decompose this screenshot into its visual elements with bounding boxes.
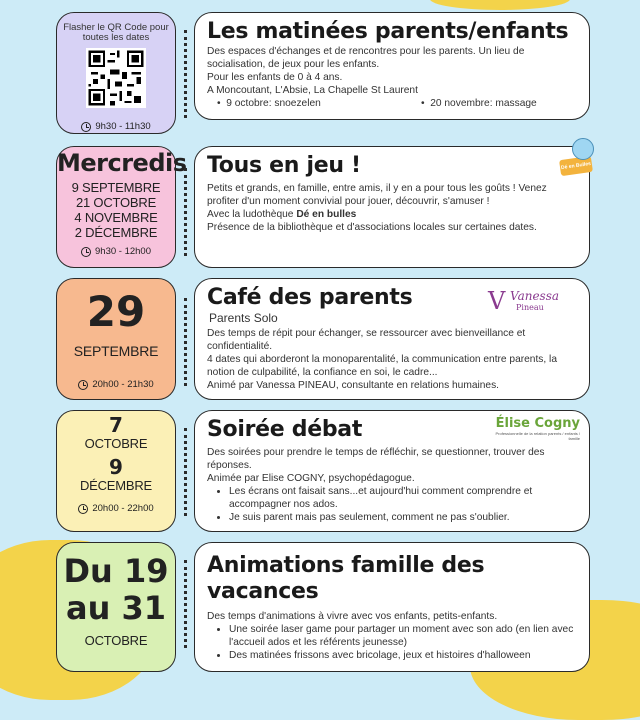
date-box-matinees: [56, 12, 176, 134]
time-matinees: [57, 121, 175, 132]
event-subtitle: Parents Solo: [209, 311, 278, 326]
logo-sub: Professionnelle de la relation parents / enfants / famille: [495, 431, 580, 441]
bullet-list: [207, 97, 577, 110]
list-item: • 9 octobre: snoezelen: [217, 98, 321, 110]
event-paragraph: A Moncoutant, L'Absie, La Chapelle St Laurent: [207, 85, 418, 97]
de-en-bulles-logo: [556, 138, 600, 178]
time-text: 20h00 - 21h30: [92, 379, 154, 390]
month-label: OCTOBRE: [84, 633, 148, 648]
clock-icon: [81, 247, 91, 257]
qr-caption: Flasher le QR Code pour toutes les dates: [63, 22, 169, 43]
logo-banner: Dé en Bulles: [559, 156, 593, 176]
date-box-cafe: [56, 278, 176, 400]
dotted-divider: [184, 428, 187, 516]
date-range-end: au 31: [65, 589, 167, 627]
event-title: Soirée débat: [207, 417, 363, 442]
clock-icon: [78, 380, 88, 390]
event-paragraph: Des soirées pour prendre le temps de réfléchir, se questionner, trouver des réponses.: [207, 447, 545, 472]
list-item: • Les écrans ont faisait sans...et aujourd'hui comment comprendre et accompagner nos ados.: [229, 485, 577, 511]
event-paragraph: Des espaces d'échanges et de rencontres pour les parents. Un lieu de socialisation, de jeux pour les enfants.: [207, 46, 525, 71]
list-item: • 20 novembre: massage: [421, 98, 537, 110]
event-paragraph: Des temps d'animations à vivre avec vos enfants, petits-enfants.: [207, 610, 498, 622]
vanessa-pineau-logo: [488, 288, 578, 320]
list-item: • Une soirée laser game pour partager un moment avec son ado (en lien avec l'accueil ados et les référents jeunesse): [229, 623, 577, 649]
bullet-list: [207, 623, 577, 662]
date-box-vacances: [56, 542, 176, 672]
date-box-soiree: [56, 410, 176, 532]
date-box-tous-en-jeu: [56, 146, 187, 268]
date-range-start: Du 19: [63, 552, 169, 590]
month-label: OCTOBRE: [84, 436, 148, 451]
dotted-divider: [184, 30, 187, 118]
dotted-divider: [184, 168, 187, 256]
day-number: 9: [109, 455, 123, 479]
time-text: 9h30 - 11h30: [95, 121, 151, 132]
qr-code-icon[interactable]: [86, 48, 146, 108]
bubble-icon: [572, 138, 594, 160]
logo-name: Vanessa: [510, 289, 560, 303]
day-number: 29: [86, 287, 146, 336]
clock-icon: [78, 504, 88, 514]
dotted-divider: [184, 560, 187, 648]
date-list: [57, 180, 175, 240]
card-tous-en-jeu: [194, 146, 590, 268]
date-item: 9 SEPTEMBRE: [71, 180, 161, 195]
time-text: 20h00 - 22h00: [92, 503, 154, 514]
logo-name: Élise Cogny: [495, 416, 580, 431]
event-title: Tous en jeu !: [207, 153, 361, 178]
date-item: 2 DÉCEMBRE: [74, 225, 158, 240]
day-label: Mercredis: [57, 149, 187, 177]
month-label: SEPTEMBRE: [73, 343, 159, 359]
list-item: • Des matinées frissons avec bricolage, jeux et histoires d'halloween: [229, 649, 577, 662]
event-paragraph: Pour les enfants de 0 à 4 ans.: [207, 72, 343, 84]
date-item: 21 OCTOBRE: [75, 195, 157, 210]
dotted-divider: [184, 298, 187, 386]
time-soiree: [57, 503, 175, 514]
elise-cogny-logo: [488, 416, 580, 446]
event-paragraph: Des temps de répit pour échanger, se ressourcer avec bienveillance et confidentialité.: [207, 328, 526, 353]
event-paragraph: Présence de la bibliothèque et d'associations locales sur certaines dates.: [207, 222, 537, 234]
day-number: 7: [109, 413, 123, 437]
card-vacances: [194, 542, 590, 672]
month-label: DÉCEMBRE: [79, 478, 153, 493]
event-title: Les matinées parents/enfants: [207, 19, 569, 44]
event-title: Animations famille des vacances: [207, 553, 485, 605]
card-matinees: [194, 12, 590, 120]
bullet-list: [207, 485, 577, 524]
yellow-blob-top: [430, 0, 570, 10]
time-text: 9h30 - 12h00: [95, 246, 151, 257]
time-cafe: [57, 379, 175, 390]
event-paragraph: 4 dates qui aborderont la monoparentalité, la communication entre parents, la notion de culpabilité, la confiance en soi, le cadre...: [207, 354, 557, 379]
list-item: • Je suis parent mais pas seulement, comment ne pas s'oublier.: [229, 511, 577, 524]
logo-mark: V: [488, 287, 506, 315]
ludotheque-name: Dé en bulles: [296, 209, 357, 221]
date-item: 4 NOVEMBRE: [74, 210, 158, 225]
event-paragraph: Petits et grands, en famille, entre amis, il y en a pour tous les goûts ! Venez profiter d'un moment convivial pour jouer, découvrir, s'amuser !: [207, 183, 547, 208]
time-tous-en-jeu: [57, 246, 175, 257]
logo-sub: Pineau: [516, 303, 544, 312]
event-paragraph: Animé par Vanessa PINEAU, consultante en relations humaines.: [207, 380, 500, 392]
event-paragraph: Avec la ludothèque Dé en bulles: [207, 209, 357, 221]
event-paragraph: Animée par Elise COGNY, psychopédagogue.: [207, 473, 415, 485]
clock-icon: [81, 122, 91, 132]
event-title: Café des parents: [207, 285, 413, 310]
